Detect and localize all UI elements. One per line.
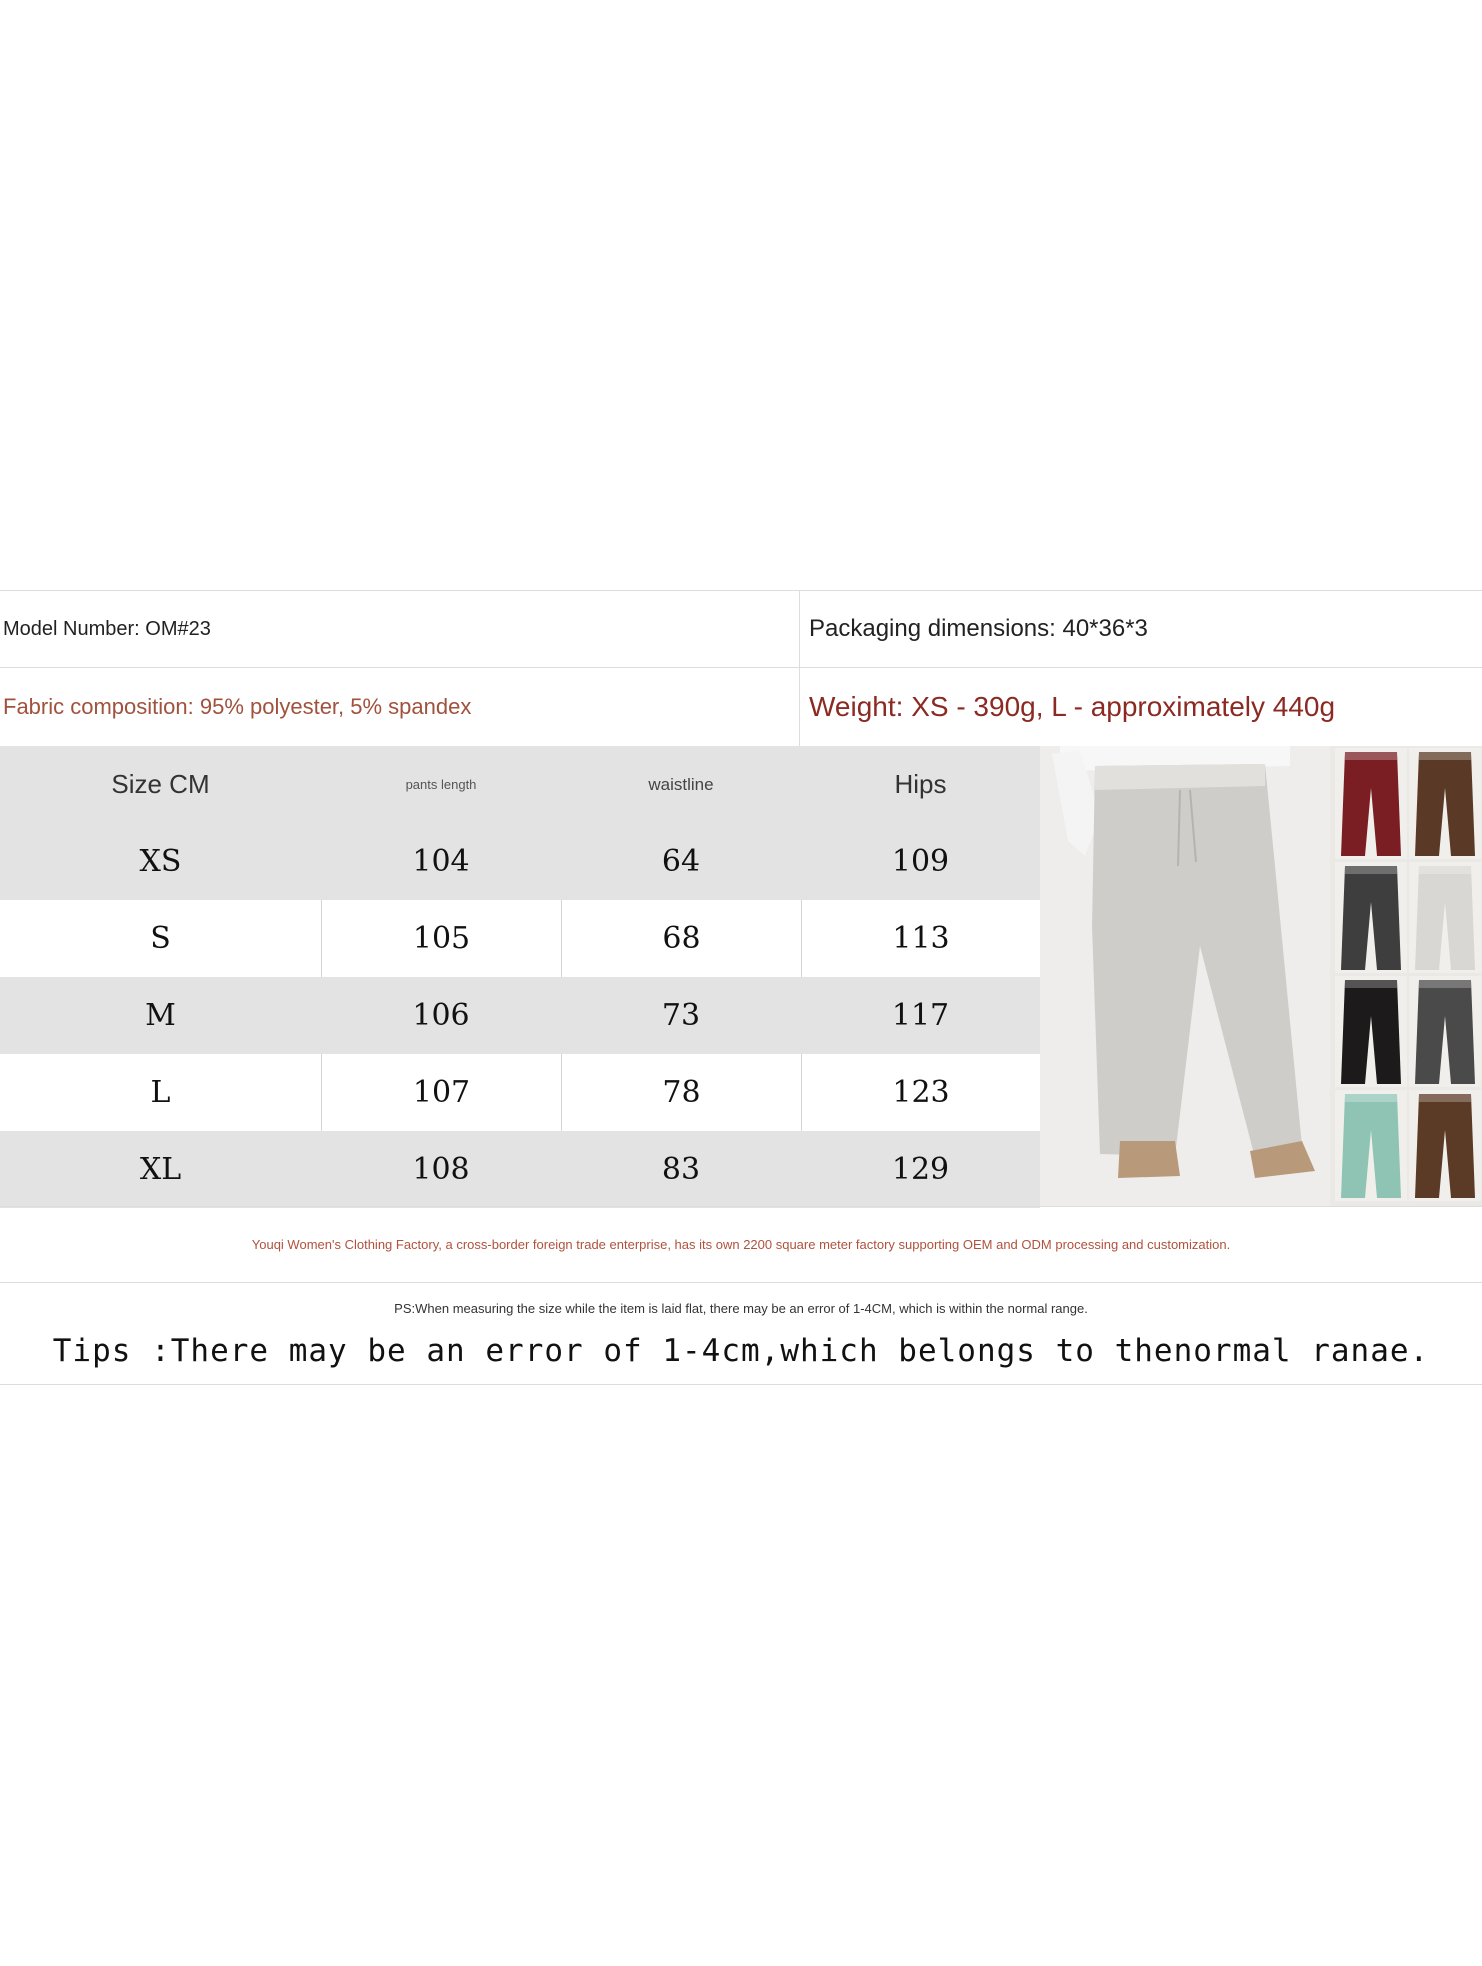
hips-cell: 123	[892, 1075, 950, 1110]
hips-cell: 109	[891, 844, 950, 879]
waistline-cell: 64	[661, 844, 701, 879]
pants-length-cell: 108	[412, 1152, 470, 1187]
waistline-cell: 83	[661, 1152, 701, 1187]
header-waistline: waistline	[648, 774, 714, 794]
waistline-cell: 68	[662, 921, 701, 956]
header-pants-length: pants length	[405, 777, 477, 792]
pants-length-cell: 107	[412, 1075, 471, 1110]
factory-note: Youqi Women's Clothing Factory, a cross-border foreign trade enterprise, has its own 2200 square meter factory supporting OEM and ODM processing and customization.	[251, 1237, 1231, 1252]
factory-note-row	[0, 1206, 1482, 1283]
size-chart-sheet	[0, 590, 1482, 1385]
color-swatch-thumbnail	[1409, 976, 1481, 1087]
table-row	[0, 823, 1040, 900]
color-swatch-thumbnail	[1409, 748, 1481, 859]
size-cell: XS	[139, 844, 182, 879]
packaging-cell	[800, 591, 1482, 667]
waistline-cell: 73	[661, 998, 701, 1033]
color-swatch-thumbnail	[1335, 1090, 1407, 1201]
fabric-composition: Fabric composition: 95% polyester, 5% spandex	[3, 694, 472, 719]
table-header-row	[0, 746, 1040, 823]
table-row	[0, 1054, 1040, 1131]
tips-note: Tips :There may be an error of 1-4cm,which belongs to thenormal ranae.	[52, 1333, 1430, 1369]
color-swatch-thumbnail	[1335, 748, 1407, 859]
header-size: Size CM	[111, 769, 210, 799]
color-swatch-thumbnail	[1335, 976, 1407, 1087]
hips-cell: 129	[891, 1152, 950, 1187]
color-swatch-thumbnail	[1335, 862, 1407, 973]
size-cell: M	[145, 998, 176, 1033]
hips-cell: 117	[891, 998, 950, 1033]
pants-length-cell: 105	[412, 921, 471, 956]
fabric-cell	[0, 668, 800, 746]
waistline-cell: 78	[662, 1075, 701, 1110]
tips-row	[0, 1283, 1482, 1383]
product-photo	[1040, 746, 1482, 1206]
hips-cell: 113	[892, 921, 950, 956]
info-row-1	[0, 591, 1482, 668]
size-table	[0, 746, 1040, 1206]
packaging-dimensions: Packaging dimensions: 40*36*3	[809, 615, 1148, 642]
color-swatch-thumbnail	[1409, 862, 1481, 973]
table-row	[0, 1131, 1040, 1208]
size-cell: XL	[139, 1152, 182, 1187]
table-row	[0, 900, 1040, 977]
weight-cell	[800, 668, 1482, 746]
table-row	[0, 977, 1040, 1054]
weight-info: Weight: XS - 390g, L - approximately 440g	[809, 691, 1336, 722]
header-hips: Hips	[894, 769, 947, 799]
color-swatch-thumbnail	[1409, 1090, 1481, 1201]
size-cell: L	[150, 1075, 171, 1110]
pants-length-cell: 106	[412, 998, 470, 1033]
pants-length-cell: 104	[412, 844, 470, 879]
info-row-2	[0, 668, 1482, 746]
size-cell: S	[150, 921, 171, 956]
model-number-cell	[0, 591, 800, 667]
ps-note: PS:When measuring the size while the item is laid flat, there may be an error of 1-4CM, which is within the normal range.	[394, 1301, 1088, 1316]
model-number: Model Number: OM#23	[3, 617, 211, 640]
